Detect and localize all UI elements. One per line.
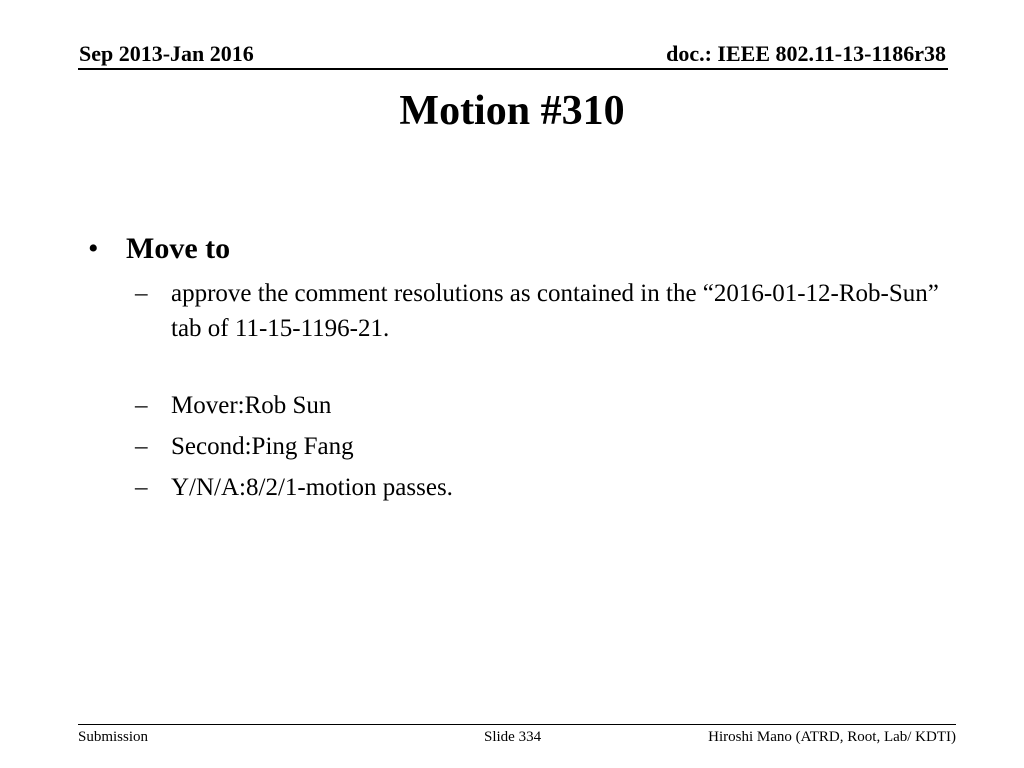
vote-result-text: Y/N/A:8/2/1-motion passes. — [171, 474, 453, 501]
main-bullet-item — [88, 228, 948, 270]
footer-divider — [78, 724, 956, 725]
second-text: Second:Ping Fang — [171, 433, 354, 460]
header-doc-id: doc.: IEEE 802.11-13-1186r38 — [666, 41, 946, 66]
header-date-range: Sep 2013-Jan 2016 — [79, 41, 254, 66]
footer-submission: Submission — [78, 729, 149, 745]
header-divider — [78, 68, 948, 70]
motion-text: approve the comment resolutions as contained in the “2016-01-12-Rob-Sun” tab of 11-15-1196-21. — [171, 280, 939, 342]
main-bullet-text: Move to — [126, 232, 231, 265]
slide-content — [88, 228, 948, 505]
second-item — [88, 429, 948, 464]
dash-icon: – — [135, 280, 148, 307]
slide-title: Motion #310 — [399, 88, 625, 134]
footer-slide-number: Slide 334 — [484, 729, 542, 745]
dash-icon: – — [135, 474, 148, 501]
vote-result-item — [88, 470, 948, 505]
mover-item — [88, 388, 948, 423]
motion-text-item — [88, 276, 948, 346]
mover-text: Mover:Rob Sun — [171, 392, 332, 419]
bullet-icon: • — [88, 232, 99, 265]
footer-author: Hiroshi Mano (ATRD, Root, Lab/ KDTI) — [708, 729, 956, 745]
dash-icon: – — [135, 392, 148, 419]
dash-icon: – — [135, 433, 148, 460]
